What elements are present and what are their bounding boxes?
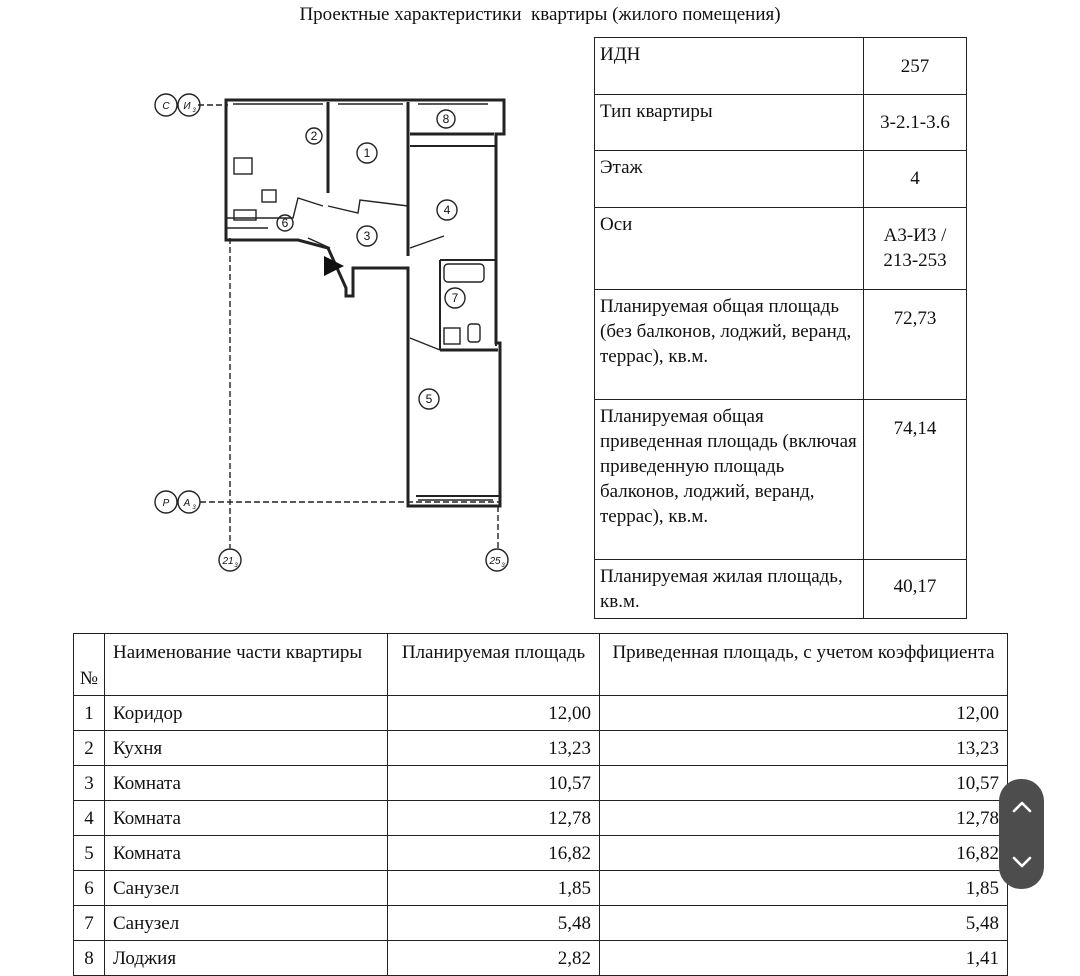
axis-label-a-sub: 3 (192, 505, 196, 511)
column-header-area: Планируемая площадь (388, 634, 600, 696)
axis-label-25: 25 (489, 556, 501, 567)
summary-value: 257 (864, 38, 967, 95)
axis-label-i: И (183, 101, 191, 112)
cell-name: Коридор (105, 696, 388, 731)
summary-label: Планируемая жилая площадь, кв.м. (595, 560, 864, 619)
room-number-7: 7 (451, 291, 459, 305)
summary-label: Тип квартиры (595, 95, 864, 151)
column-header-name: Наименование части квартиры (105, 634, 388, 696)
room-number-8: 8 (442, 112, 450, 126)
room-number-2: 2 (310, 129, 318, 143)
column-header-num: № (74, 634, 105, 696)
cell-name: Комната (105, 801, 388, 836)
summary-row (595, 151, 967, 208)
cell-num: 2 (74, 731, 105, 766)
cell-area: 10,57 (388, 766, 600, 801)
table-row (74, 941, 1008, 976)
scroll-up-button[interactable] (999, 779, 1044, 834)
summary-row (595, 560, 967, 619)
summary-value: 4 (864, 151, 967, 208)
summary-row (595, 290, 967, 400)
table-row (74, 836, 1008, 871)
summary-row (595, 95, 967, 151)
cell-reduced: 10,57 (600, 766, 1008, 801)
summary-label: Оси (595, 208, 864, 290)
cell-name: Кухня (105, 731, 388, 766)
summary-row (595, 208, 967, 290)
summary-label: ИДН (595, 38, 864, 95)
cell-num: 7 (74, 906, 105, 941)
room-number-5: 5 (425, 392, 433, 406)
table-row (74, 766, 1008, 801)
axis-label-c: С (162, 101, 170, 112)
summary-label: Этаж (595, 151, 864, 208)
cell-num: 3 (74, 766, 105, 801)
room-number-1: 1 (363, 146, 371, 160)
room-number-4: 4 (443, 203, 451, 217)
table-row (74, 801, 1008, 836)
table-row (74, 871, 1008, 906)
table-row (74, 906, 1008, 941)
axis-label-21-sub: 3 (234, 563, 238, 569)
axis-label-i-sub: 3 (192, 108, 196, 114)
cell-area: 13,23 (388, 731, 600, 766)
chevron-up-icon (1011, 800, 1033, 814)
chevron-down-icon (1011, 855, 1033, 869)
cell-area: 2,82 (388, 941, 600, 976)
apartment-parts-table (73, 633, 1008, 976)
cell-reduced: 5,48 (600, 906, 1008, 941)
cell-area: 12,00 (388, 696, 600, 731)
summary-value: 72,73 (864, 290, 967, 400)
cell-area: 12,78 (388, 801, 600, 836)
cell-num: 5 (74, 836, 105, 871)
cell-num: 1 (74, 696, 105, 731)
cell-num: 6 (74, 871, 105, 906)
cell-name: Лоджия (105, 941, 388, 976)
cell-reduced: 13,23 (600, 731, 1008, 766)
table-row (74, 696, 1008, 731)
cell-num: 4 (74, 801, 105, 836)
table-header-row (74, 634, 1008, 696)
summary-table (594, 37, 967, 619)
summary-value: 74,14 (864, 400, 967, 560)
cell-name: Комната (105, 766, 388, 801)
scroll-widget (999, 779, 1044, 889)
cell-area: 1,85 (388, 871, 600, 906)
page-title: Проектные характеристики квартиры (жилого помещения) (299, 4, 781, 25)
floor-plan (148, 88, 528, 578)
summary-row (595, 38, 967, 95)
cell-reduced: 12,00 (600, 696, 1008, 731)
cell-name: Комната (105, 836, 388, 871)
axis-label-r: Р (162, 498, 170, 509)
column-header-reduced: Приведенная площадь, с учетом коэффициента (600, 634, 1008, 696)
scroll-down-button[interactable] (999, 834, 1044, 889)
summary-value: 3-2.1-3.6 (864, 95, 967, 151)
summary-label: Планируемая общая площадь (без балконов, лоджий, веранд, террас), кв.м. (595, 290, 864, 400)
room-number-6: 6 (281, 216, 289, 230)
cell-reduced: 1,85 (600, 871, 1008, 906)
cell-reduced: 16,82 (600, 836, 1008, 871)
cell-num: 8 (74, 941, 105, 976)
cell-area: 16,82 (388, 836, 600, 871)
axis-label-21: 21 (222, 556, 234, 567)
table-row (74, 731, 1008, 766)
room-number-3: 3 (363, 229, 371, 243)
cell-reduced: 12,78 (600, 801, 1008, 836)
cell-reduced: 1,41 (600, 941, 1008, 976)
cell-name: Санузел (105, 906, 388, 941)
summary-row (595, 400, 967, 560)
summary-value: А3-И3 / 213-253 (864, 208, 967, 290)
summary-value: 40,17 (864, 560, 967, 619)
axis-label-25-sub: 3 (501, 563, 505, 569)
cell-name: Санузел (105, 871, 388, 906)
summary-label: Планируемая общая приведенная площадь (включая приведенную площадь балконов, лоджий, веранд, террас), кв.м. (595, 400, 864, 560)
axis-label-a: А (183, 498, 191, 509)
cell-area: 5,48 (388, 906, 600, 941)
